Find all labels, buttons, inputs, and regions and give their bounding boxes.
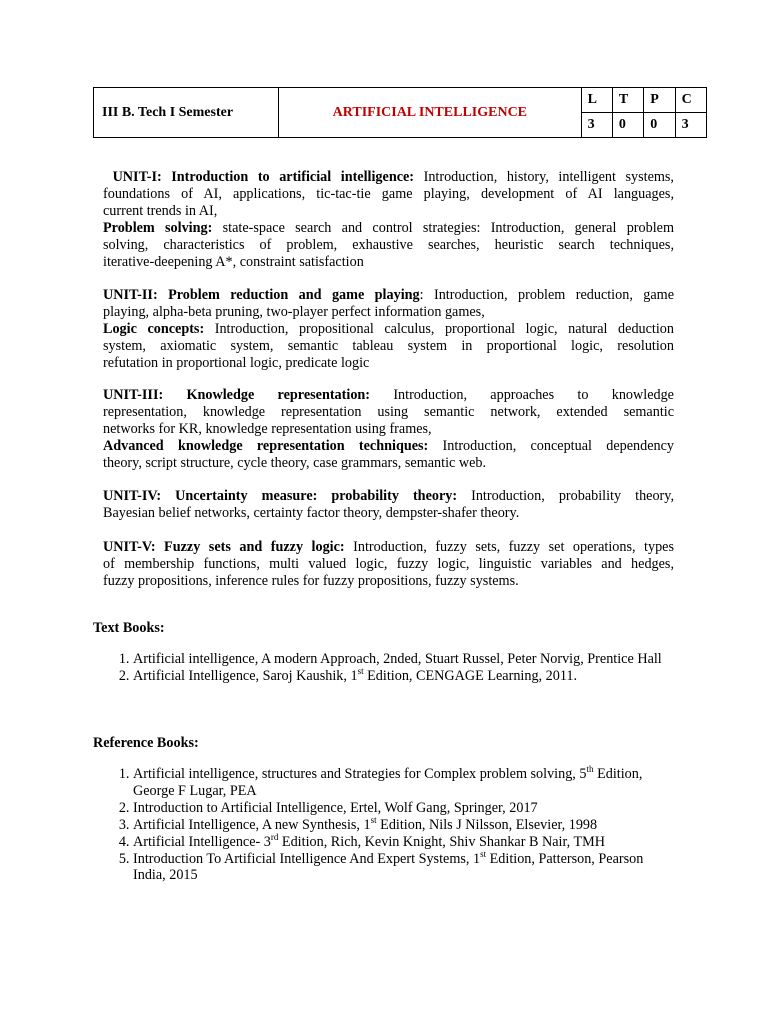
- ltpc-label-l: L: [581, 88, 612, 113]
- unit-1-title: UNIT-I: Introduction to artificial intelligence:: [112, 169, 415, 185]
- unit-2-block: [103, 287, 674, 372]
- advanced-kr-title: Advanced knowledge representation techniques:: [103, 437, 429, 454]
- unit-4-title: UNIT-IV: Uncertainty measure: probability theory:: [103, 488, 458, 504]
- unit-5-line-3: fuzzy propositions, inference rules for fuzzy propositions, fuzzy systems.: [103, 572, 519, 589]
- unit-4-line-2: Bayesian belief networks, certainty factor theory, dempster-shafer theory.: [103, 504, 520, 521]
- logic-concepts-line-1: Introduction, propositional calculus, proportional logic, natural deduction: [204, 320, 674, 337]
- logic-concepts-line-2: system, axiomatic system, semantic tableau system in proportional logic, resolution: [103, 337, 674, 354]
- course-header-table: [93, 87, 707, 138]
- reference-books-heading: Reference Books:: [93, 735, 199, 751]
- problem-solving-title: Problem solving:: [103, 219, 213, 236]
- reference-book-item: 3. Artificial Intelligence, A new Synthesis, 1st Edition, Nils J Nilsson, Elsevier, 1998: [133, 817, 673, 834]
- unit-1-block: [103, 169, 674, 270]
- ltpc-value-t: 0: [612, 113, 643, 138]
- subject-title: ARTIFICIAL INTELLIGENCE: [279, 88, 581, 138]
- logic-concepts-title: Logic concepts:: [103, 320, 205, 337]
- unit-2-line-1: : Introduction, problem reduction, game: [419, 287, 674, 303]
- unit-4-block: [103, 488, 674, 522]
- ltpc-value-c: 3: [675, 113, 706, 138]
- unit-5-title: UNIT-V: Fuzzy sets and fuzzy logic:: [103, 539, 345, 555]
- unit-2-line-2: playing, alpha-beta pruning, two-player perfect information games,: [103, 303, 485, 320]
- text-books-heading: Text Books:: [93, 620, 165, 636]
- reference-book-item: 1. Artificial intelligence, structures and Strategies for Complex problem solving, 5th Edition, George F Lugar, PEA: [133, 766, 673, 800]
- unit-3-line-1: Introduction, approaches to knowledge: [370, 387, 674, 403]
- unit-1-line-1: Introduction, history, intelligent systems,: [414, 169, 674, 185]
- reference-book-item: 2. Introduction to Artificial Intelligence, Ertel, Wolf Gang, Springer, 2017: [133, 800, 673, 817]
- text-book-item: 2. Artificial Intelligence, Saroj Kaushik, 1st Edition, CENGAGE Learning, 2011.: [133, 668, 673, 685]
- logic-concepts-line-3: refutation in proportional logic, predicate logic: [103, 354, 370, 371]
- reference-book-item: 4. Artificial Intelligence- 3rd Edition, Rich, Kevin Knight, Shiv Shankar B Nair, TMH: [133, 834, 673, 851]
- unit-3-title: UNIT-III: Knowledge representation:: [103, 387, 371, 403]
- unit-3-block: [103, 387, 674, 472]
- ltpc-label-t: T: [612, 88, 643, 113]
- unit-4-line-1: Introduction, probability theory,: [457, 488, 674, 504]
- text-books-list: [93, 651, 673, 685]
- problem-solving-line-3: iterative-deepening A*, constraint satisfaction: [103, 253, 364, 270]
- text-book-item: 1. Artificial intelligence, A modern Approach, 2nded, Stuart Russel, Peter Norvig, Prentice Hall: [133, 651, 673, 668]
- reference-books-list: [93, 766, 673, 884]
- reference-book-item: 5. Introduction To Artificial Intelligence And Expert Systems, 1st Edition, Patterson, Pearson India, 2015: [133, 851, 673, 885]
- problem-solving-line-2: solving, characteristics of problem, exhaustive searches, heuristic search techniques,: [103, 236, 674, 253]
- unit-5-line-2: of membership functions, multi valued logic, fuzzy logic, linguistic variables and hedges,: [103, 555, 674, 572]
- advanced-kr-line-2: theory, script structure, cycle theory, case grammars, semantic web.: [103, 454, 487, 471]
- ltpc-label-c: C: [675, 88, 706, 113]
- unit-3-line-2: representation, knowledge representation using semantic network, extended semantic: [103, 403, 674, 420]
- ltpc-value-p: 0: [644, 113, 675, 138]
- unit-3-line-3: networks for KR, knowledge representation using frames,: [103, 420, 432, 437]
- advanced-kr-line-1: Introduction, conceptual dependency: [428, 437, 674, 454]
- ltpc-label-p: P: [644, 88, 675, 113]
- ltpc-value-l: 3: [581, 113, 612, 138]
- unit-5-block: [103, 539, 674, 590]
- semester-cell: III B. Tech I Semester: [94, 88, 279, 138]
- problem-solving-line-1: state-space search and control strategies: Introduction, general problem: [212, 219, 674, 236]
- unit-1-line-2: foundations of AI, applications, tic-tac-tie game playing, development of AI languages,: [103, 185, 674, 202]
- unit-2-title: UNIT-II: Problem reduction and game playing: [103, 287, 420, 303]
- unit-1-line-3: current trends in AI,: [103, 202, 218, 219]
- unit-5-line-1: Introduction, fuzzy sets, fuzzy set operations, types: [344, 539, 674, 555]
